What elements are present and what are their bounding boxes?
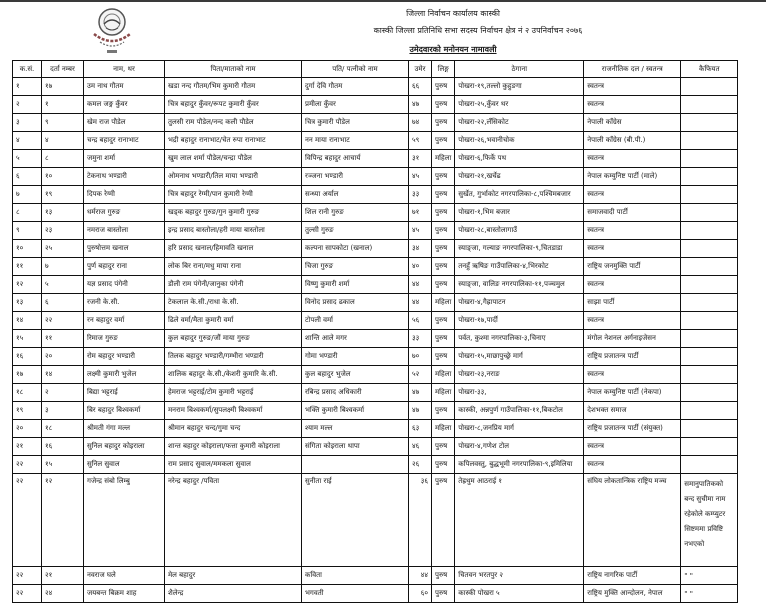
table-row [13,240,738,258]
cell-sn: २२ [13,567,42,585]
cell-reg: १७ [42,78,84,96]
cell-age: ७१ [409,204,432,222]
cell-spouse: प्रमीला कुँवर [302,96,409,114]
cell-address: पोखरा-१५,माछापुच्छ्रे मार्ग [455,348,584,366]
cell-name: रजनी के.सी. [84,294,165,312]
cell-name: जयबन्त बिक्रम शाह [84,585,165,603]
cell-spouse: विनोद प्रसाद ढकाल [302,294,409,312]
list-title: उमेदवारको मनोनयन नामावली [409,45,497,54]
col-header-reg: दर्ता नम्बर [42,61,84,78]
cell-address: चितवन भरतपुर २ [455,567,584,585]
cell-gender: पुरुष [432,402,455,420]
table-row [13,294,738,312]
cell-gender: पुरुष [432,438,455,456]
table-row [13,150,738,168]
cell-reg: ८ [42,150,84,168]
cell-name: बिर बहादुर बिश्वकर्मा [84,402,165,420]
cell-spouse: कल्पना सापकोटा (खनाल) [302,240,409,258]
cell-sn: २२ [13,474,42,567]
cell-remarks [681,222,738,240]
cell-name: नमराज बास्तोला [84,222,165,240]
cell-reg: १८ [42,420,84,438]
cell-spouse: रबिन्द्र प्रसाद अधिकारी [302,384,409,402]
cell-parents: नरेन्द्र बहादुर /पविता [165,474,302,567]
cell-reg: २ [42,384,84,402]
cell-gender: महिला [432,384,455,402]
cell-parents: श्रीमान बहादुर चन्द/गुमा चन्द [165,420,302,438]
cell-name: धर्मराज गुरुङ [84,204,165,222]
cell-sn: २० [13,420,42,438]
cell-spouse: भगवती [302,585,409,603]
cell-age: ४७ [409,384,432,402]
cell-address: पोखरा-२६,भवानीचोक [455,132,584,150]
cell-name: नवराज घले [84,567,165,585]
cell-remarks [681,204,738,222]
table-row [13,204,738,222]
cell-gender: पुरुष [432,114,455,132]
cell-gender: पुरुष [432,186,455,204]
cell-sn: २२ [13,456,42,474]
cell-spouse: सुनीता राई [302,474,409,567]
cell-gender: पुरुष [432,240,455,258]
cell-name: बिद्या भट्टराई [84,384,165,402]
cell-parents: तिलक बहादुर भण्डारी/गम्भीरा भण्डारी [165,348,302,366]
cell-party: स्वतन्त्र [584,366,681,384]
cell-party: स्वतन्त्र [584,240,681,258]
table-row [13,456,738,474]
cell-gender: पुरुष [432,567,455,585]
col-header-gender: लिङ्ग [432,61,455,78]
cell-remarks [681,348,738,366]
cell-spouse: भक्ति कुमारी बिश्वकर्मा [302,402,409,420]
cell-gender: पुरुष [432,132,455,150]
cell-name: दिपक रेग्मी [84,186,165,204]
table-row [13,78,738,96]
cell-parents: ढिले वर्मा/मैता कुमारी वर्मा [165,312,302,330]
cell-party: देशभक्त समाज [584,402,681,420]
cell-name: जमुना शर्मा [84,150,165,168]
cell-reg: १४ [42,366,84,384]
cell-reg: ६ [42,294,84,312]
cell-party: नेपाली काँग्रेस (बी.पी.) [584,132,681,150]
cell-party: नेपाल कम्युनिष्ट पार्टी (नेकपा) [584,384,681,402]
table-row [13,438,738,456]
cell-parents: लोक बिर राना/मधु माया राना [165,258,302,276]
cell-sn: १० [13,240,42,258]
cell-gender: पुरुष [432,456,455,474]
cell-sn: २१ [13,438,42,456]
cell-address: स्याङ्जा, गल्याङ नगरपालिका-९,चितडाडा [455,240,584,258]
cell-name: पुर्ण बहादुर राना [84,258,165,276]
cell-address: पोखरा-२८,बास्तोलागाउँ [455,222,584,240]
cell-spouse: तुल्सी गुरुङ [302,222,409,240]
cell-party: स्वतन्त्र [584,222,681,240]
cell-remarks [681,330,738,348]
cell-sn: ३ [13,114,42,132]
cell-spouse: शिल रानी गुरुङ [302,204,409,222]
cell-age: ३१ [409,150,432,168]
cell-address: पोखरा-२५,कुँवर थर [455,96,584,114]
cell-remarks [681,294,738,312]
cell-reg: १६ [42,438,84,456]
cell-gender: पुरुष [432,96,455,114]
cell-reg: २१ [42,567,84,585]
cell-name: सुनिल सुवाल [84,456,165,474]
cell-reg: ३ [42,402,84,420]
cell-parents: हेमराज भट्टराई/टोम कुमारी भट्टराई [165,384,302,402]
cell-gender: पुरुष [432,258,455,276]
cell-age: ५६ [409,312,432,330]
cell-remarks: " " [681,585,738,603]
table-row [13,132,738,150]
cell-parents: ओमनाथ भण्डारी/तिल माया भण्डारी [165,168,302,186]
cell-age: ४५ [409,168,432,186]
cell-sn: १२ [13,276,42,294]
cell-remarks: " " [681,567,738,585]
cell-gender: पुरुष [432,204,455,222]
cell-name: टेकनाथ भण्डारी [84,168,165,186]
cell-spouse: नन माया रानाभाट [302,132,409,150]
cell-reg: १ [42,96,84,114]
cell-gender: पुरुष [432,330,455,348]
cell-gender: पुरुष [432,222,455,240]
cell-party: राष्ट्रिय मुक्ति आन्दोलन, नेपाल [584,585,681,603]
col-header-sn: क.सं. [13,61,42,78]
cell-sn: ८ [13,204,42,222]
cell-reg: ९ [42,114,84,132]
cell-parents: शैलेन्द्र [165,585,302,603]
cell-gender: पुरुष [432,276,455,294]
cell-sn: १४ [13,312,42,330]
cell-sn: ७ [13,186,42,204]
cell-party: नेपाल कम्युनिष्ट पार्टी (माले) [584,168,681,186]
cell-reg: २० [42,348,84,366]
cell-parents: खड्क बहादुर गुरुङ/गुन कुमारी गुरुङ [165,204,302,222]
table-row [13,114,738,132]
cell-address: पोखरा-२२,लँसिकोट [455,114,584,132]
cell-gender: पुरुष [432,78,455,96]
cell-reg: १९ [42,186,84,204]
cell-address: कपिलवस्तु, बुद्धभूमी नगरपालिका-९,इमिलिया [455,456,584,474]
cell-party: स्वतन्त्र [584,96,681,114]
cell-spouse: टोपली वर्मा [302,312,409,330]
cell-age: ६३ [409,420,432,438]
col-header-address: ठेगाना [455,61,584,78]
cell-age: ४४ [409,276,432,294]
cell-age: ४६ [409,438,432,456]
cell-address: कास्की, अन्नपुर्ण गाउँपालिका-११,बिकटोल [455,402,584,420]
cell-address: तनहुँ ऋषिङ गाउँपालिका-४,भिरकोट [455,258,584,276]
table-row [13,420,738,438]
cell-reg: २२ [42,312,84,330]
cell-name: उम नाथ गौतम [84,78,165,96]
cell-reg: १५ [42,456,84,474]
cell-party: स्वतन्त्र [584,276,681,294]
col-header-spouse: पति/ पत्नीको नाम [302,61,409,78]
cell-party: राष्ट्रिय जनमुक्ति पार्टी [584,258,681,276]
col-header-name: नाम, थर [84,61,165,78]
cell-parents: मेल बहादुर [165,567,302,585]
table-row [13,348,738,366]
table-row [13,366,738,384]
col-header-age: उमेर [409,61,432,78]
cell-name: लक्ष्मी कुमारी भुजेल [84,366,165,384]
cell-remarks [681,168,738,186]
cell-age: ३६ [409,474,432,567]
cell-parents: इन्द्र प्रसाद बास्तोला/हरी माया बास्तोला [165,222,302,240]
cell-sn: २ [13,96,42,114]
cell-spouse: संगिता कोइराला थापा [302,438,409,456]
cell-parents: चित्र बहादुर रेग्मी/पान कुमारी रेग्मी [165,186,302,204]
cell-age: ५९ [409,132,432,150]
cell-spouse: कविता [302,567,409,585]
cell-parents: खडा नन्द गौतम/भिम कुमारी गौतम [165,78,302,96]
cell-parents: कुल बहादुर गुरुङ/जौं माया गुरुङ [165,330,302,348]
cell-age: ४५ [409,222,432,240]
cell-remarks [681,186,738,204]
cell-gender: पुरुष [432,474,455,567]
cell-address: स्याङ्जा, वालिङ नगरपालिका-११,पञ्चमुल [455,276,584,294]
cell-spouse: विष्णु कुमारी शर्मा [302,276,409,294]
cell-age: ४७ [409,402,432,420]
col-header-party: राजनीतिक दल / स्वतन्त्र [584,61,681,78]
cell-party: मंगोल नेशनल अर्गनाइजेसन [584,330,681,348]
cell-remarks [681,150,738,168]
cell-sn: २२ [13,585,42,603]
cell-name: सुनिल बहादुर कोइराला [84,438,165,456]
cell-reg: १२ [42,474,84,567]
table-row [13,168,738,186]
cell-gender: महिला [432,366,455,384]
cell-age: ३३ [409,330,432,348]
table-row [13,276,738,294]
cell-remarks [681,384,738,402]
cell-parents: भद्री बहादुर रानाभाट/चेत रुपा रानाभाट [165,132,302,150]
cell-age: ७० [409,348,432,366]
cell-address: पोखरा-१,भिम बजार [455,204,584,222]
cell-remarks [681,420,738,438]
cell-reg: ७ [42,258,84,276]
cell-party: स्वतन्त्र [584,456,681,474]
cell-parents: राम प्रसाद सुवाल/ममकला सुवाल [165,456,302,474]
cell-parents: शालिक बहादुर के.सी./केशरी कुमारि के.सी. [165,366,302,384]
table-header-row [13,61,738,78]
cell-age: २६ [409,456,432,474]
cell-reg: ४ [42,132,84,150]
cell-gender: पुरुष [432,168,455,186]
cell-parents: हरि प्रसाद खनाल/हिमावति खनाल [165,240,302,258]
cell-spouse: सन्ध्या अर्याल [302,186,409,204]
cell-reg: १० [42,168,84,186]
cell-gender: महिला [432,150,455,168]
cell-remarks [681,114,738,132]
cell-party: समाजवादी पार्टी [584,204,681,222]
cell-reg: २४ [42,585,84,603]
cell-name: श्रीमती गंगा मल्ल [84,420,165,438]
cell-name: पुरुषोत्तम खनाल [84,240,165,258]
cell-spouse: दुर्गा देवि गौतम [302,78,409,96]
cell-spouse: चित्र कुमारी पौडेल [302,114,409,132]
cell-gender: पुरुष [432,312,455,330]
cell-parents: मनराम बिश्वकर्मा/सुपलक्ष्मी बिश्वकर्मा [165,402,302,420]
cell-remarks [681,96,738,114]
cell-age: ६६ [409,78,432,96]
table-row [13,312,738,330]
cell-party: स्वतन्त्र [584,150,681,168]
cell-gender: महिला [432,294,455,312]
cell-remarks [681,402,738,420]
table-row [13,330,738,348]
cell-address: पोखरा-१९,तल्लो कुहुङगा [455,78,584,96]
cell-reg: २५ [42,240,84,258]
cell-reg: ११ [42,330,84,348]
cell-address: कास्की पोखरा ५ [455,585,584,603]
cell-remarks [681,132,738,150]
cell-sn: ९ [13,222,42,240]
cell-sn: १३ [13,294,42,312]
cell-reg: २३ [42,222,84,240]
cell-spouse: श्याम मल्ल [302,420,409,438]
cell-parents: टेकलाल के.सी./राधा के.सी. [165,294,302,312]
cell-age: ३३ [409,186,432,204]
office-title: जिल्ला निर्वाचन कार्यालय कास्की [406,9,500,18]
table-row [13,222,738,240]
cell-spouse: विपिन्द्र बहादुर आचार्य [302,150,409,168]
cell-age: ५२ [409,366,432,384]
cell-gender: पुरुष [432,585,455,603]
table-row [13,474,738,567]
cell-sn: १८ [13,384,42,402]
cell-remarks [681,312,738,330]
cell-remarks [681,366,738,384]
col-header-remarks: कैफियत [681,61,738,78]
cell-remarks [681,276,738,294]
cell-party: राष्ट्रिय प्रजातन्त्र पार्टी [584,348,681,366]
cell-party: राष्ट्रिय प्रजातन्त्र पार्टी (संयुक्त) [584,420,681,438]
cell-party: स्वतन्त्र [584,312,681,330]
cell-sn: १ [13,78,42,96]
cell-spouse: गोमा भण्डारी [302,348,409,366]
cell-parents: शान्त बहादुर कोइराला/फत्ता कुमारी कोइराला [165,438,302,456]
table-row [13,186,738,204]
cell-reg: ५ [42,276,84,294]
cell-party: स्वतन्त्र [584,438,681,456]
cell-name: चन्द्र बहादुर रानाभाट [84,132,165,150]
cell-age: ३४ [409,240,432,258]
cell-party: साझा पार्टी [584,294,681,312]
cell-address: पोखरा-२१,खर्चेढ [455,168,584,186]
cell-name: रोम बहादुर भण्डारी [84,348,165,366]
cell-gender: महिला [432,420,455,438]
cell-address: पोखरा-१७,पार्दी [455,312,584,330]
cell-remarks: समानुपातिकको बन्द सुचीमा नाम रहेकोले कम्प्युटर सिष्टममा प्रविष्टि नभएको [681,474,738,567]
cell-sn: १७ [13,366,42,384]
cell-remarks [681,240,738,258]
cell-address: सुर्खेत, गुर्भाकोट नगरपालिका-८,पश्चिमबजार [455,186,584,204]
cell-sn: १६ [13,348,42,366]
cell-sn: ५ [13,150,42,168]
cell-parents: तुलसी राम पौडेल/नन्द कली पौडेल [165,114,302,132]
table-row [13,585,738,603]
cell-name: कमल जङ्ग कुँवर [84,96,165,114]
cell-remarks [681,78,738,96]
cell-address: तेह्रथुम आठराई १ [455,474,584,567]
cell-name: यज्ञ प्रसाद पंगेनी [84,276,165,294]
cell-party: स्वतन्त्र [584,78,681,96]
cell-party: संघिय लोकतान्त्रिक राष्ट्रिय मञ्च [584,474,681,567]
cell-address: पोखरा-४,गणेश टोल [455,438,584,456]
table-row [13,96,738,114]
cell-parents: खुम लाल शर्मा पौडेल/चन्द्रा पौडेल [165,150,302,168]
cell-age: ६० [409,585,432,603]
cell-age: ४७ [409,96,432,114]
cell-party: नेपाली काँग्रेस [584,114,681,132]
col-header-parents: पिता/माताको नाम [165,61,302,78]
table-row [13,567,738,585]
cell-age: ४४ [409,567,432,585]
cell-sn: ११ [13,258,42,276]
election-title: कास्की जिल्ला प्रतिनिधि सभा सदस्य निर्वाचन क्षेत्र नं २ उपनिर्वाचन २०७६ [373,26,583,35]
cell-address: पोखरा-२३,नराङ [455,366,584,384]
candidate-table [12,60,738,603]
cell-parents: डौली राम पंगेनी/जानुका पंगेनी [165,276,302,294]
cell-address: पोखरा-४,गैह्रापाटन [455,294,584,312]
table-row [13,258,738,276]
cell-remarks [681,438,738,456]
cell-spouse [302,456,409,474]
cell-sn: १९ [13,402,42,420]
cell-name: रन बहादुर वर्मा [84,312,165,330]
cell-party: स्वतन्त्र [584,186,681,204]
cell-spouse: कुल बहादुर भुजेल [302,366,409,384]
table-row [13,402,738,420]
cell-spouse: चिजा गुरुङ [302,258,409,276]
table-row [13,384,738,402]
cell-party: राष्ट्रिय नागरिक पार्टी [584,567,681,585]
cell-age: ४४ [409,294,432,312]
cell-remarks [681,258,738,276]
cell-spouse: रञ्जना भण्डारी [302,168,409,186]
cell-address: पोखरा-६,फिर्के पथ [455,150,584,168]
cell-sn: ४ [13,132,42,150]
cell-sn: १५ [13,330,42,348]
cell-name: रिमाज गुरुङ [84,330,165,348]
cell-age: ७४ [409,114,432,132]
cell-gender: पुरुष [432,348,455,366]
cell-remarks [681,456,738,474]
cell-reg: १३ [42,204,84,222]
cell-name: गजेन्द्र संबो लिम्बु [84,474,165,567]
cell-parents: चित्र बहादुर कुँवर/रूपट कुमारी कुँवर [165,96,302,114]
cell-name: खेम राज पौडेल [84,114,165,132]
cell-sn: ६ [13,168,42,186]
cell-age: ४० [409,258,432,276]
cell-spouse: शान्ति आले मगर [302,330,409,348]
cell-address: पोखरा-८,जनप्रिय मार्ग [455,420,584,438]
cell-address: पोखरा-३३, [455,384,584,402]
cell-address: पर्वत, कुश्मा नगरपालिका-३,चिनाए [455,330,584,348]
top-border [0,0,766,2]
